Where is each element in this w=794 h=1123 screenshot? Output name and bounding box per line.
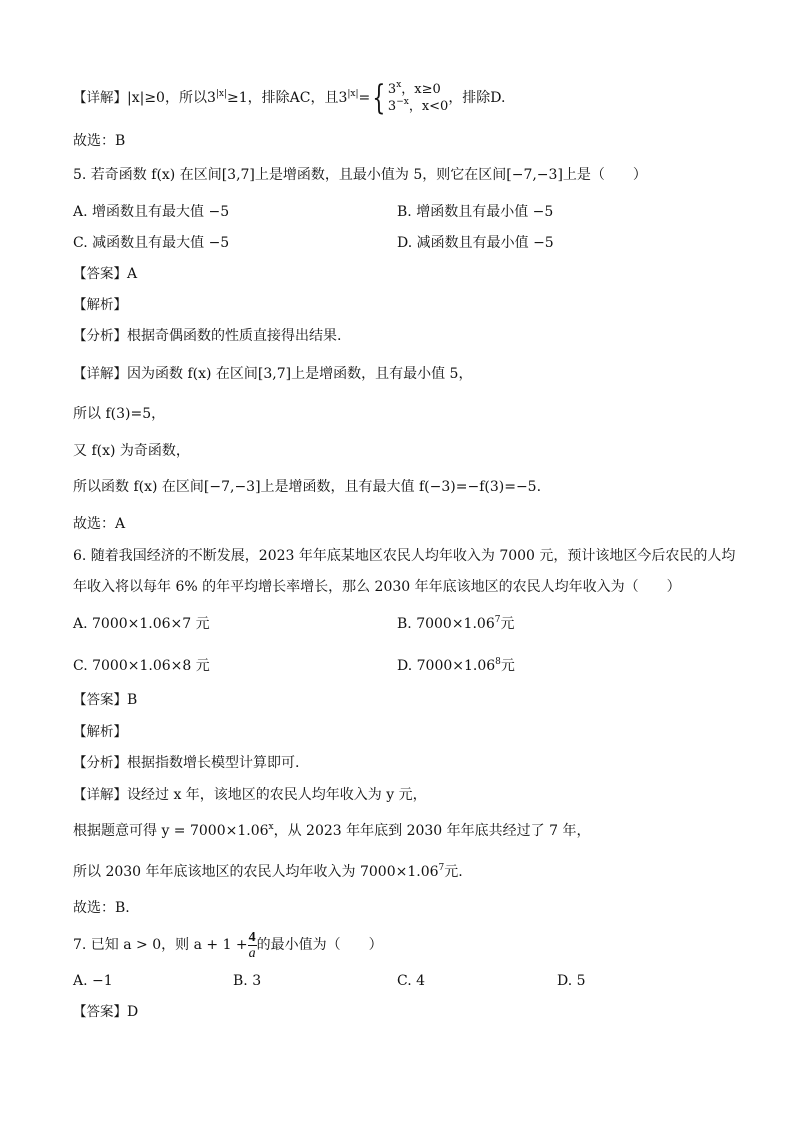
step1-sup: x — [268, 822, 274, 832]
q6-stem-line2: 年收入将以每年 6% 的年平均增长率增长，那么 2030 年年底该地区的农民人均年收入为（ ） — [73, 579, 681, 595]
optd-unit: 元 — [500, 658, 515, 674]
q7-option-d: D. 5 — [557, 973, 586, 989]
q5-step1: 所以 f(3)=5， — [73, 406, 166, 422]
q7-stem — [73, 928, 383, 962]
q7-option-a: A. −1 — [73, 973, 113, 989]
q6-option-a: A. 7000×1.06×7 元 — [73, 616, 210, 632]
q5-option-b: B. 增函数且有最小值 −5 — [397, 204, 554, 220]
optd-text: D. 7000×1.06 — [397, 658, 496, 674]
q5-step3: 所以函数 f(x) 在区间[−7,−3]上是增函数，且有最大值 f(−3)=−f(3)=−5. — [73, 479, 542, 495]
answer-tag: 【答案】 — [73, 692, 127, 708]
q4-sup-b: |x| — [347, 89, 359, 99]
q4-sup-a: |x| — [215, 89, 228, 99]
q7-stem-text: 7. 已知 a > 0，则 a + 1 + — [73, 937, 248, 953]
q4-text-b: ≥1，排除AC，且3 — [227, 90, 348, 106]
q6-analysis-tag: 【解析】 — [73, 724, 127, 740]
q6-stem-line1: 6. 随着我国经济的不断发展，2023 年年底某地区农民人均年收入为 7000 元，预计该地区今后农民的人均 — [73, 548, 736, 564]
answer-tag: 【答案】 — [73, 266, 127, 282]
q7-option-c: C. 4 — [397, 973, 426, 989]
case1-base: 3 — [387, 82, 397, 97]
frac-denominator: a — [248, 945, 256, 961]
q6-step1 — [73, 821, 590, 841]
case2-base: 3 — [387, 99, 397, 114]
q4-detail-line — [73, 78, 506, 118]
q6-option-b — [397, 614, 514, 634]
piecewise-brace: { — [372, 78, 386, 118]
q6-fenxi — [73, 753, 299, 773]
frac-numerator: 4 — [248, 929, 256, 945]
detail-tag: 【详解】 — [73, 366, 127, 382]
q5-analysis-tag: 【解析】 — [73, 297, 127, 313]
case1-cond: ，x≥0 — [401, 82, 441, 97]
optb-text: B. 7000×1.06 — [397, 616, 495, 632]
answer-value: A — [127, 266, 138, 282]
detail-text: 因为函数 f(x) 在区间[3,7]上是增函数，且有最小值 5， — [127, 366, 473, 382]
fenxi-text: 根据奇偶函数的性质直接得出结果. — [127, 328, 342, 344]
q6-option-d — [397, 656, 515, 676]
q7-answer — [73, 1002, 138, 1022]
step2-sup: 7 — [438, 863, 445, 873]
q7-stem-tail: 的最小值为（ ） — [256, 937, 383, 953]
q4-text-d: ，排除D. — [448, 90, 506, 106]
q5-fenxi — [73, 326, 341, 346]
q5-option-c: C. 减函数且有最大值 −5 — [73, 235, 230, 251]
q7-option-b: B. 3 — [233, 973, 262, 989]
fenxi-text: 根据指数增长模型计算即可. — [127, 755, 300, 771]
detail-text: 设经过 x 年，该地区的农民人均年收入为 y 元， — [127, 787, 427, 803]
fenxi-tag: 【分析】 — [73, 755, 127, 771]
q5-option-d: D. 减函数且有最小值 −5 — [397, 235, 554, 251]
q6-final: 故选：B. — [73, 900, 130, 916]
q5-option-a: A. 增函数且有最大值 −5 — [73, 204, 230, 220]
step1-text: 根据题意可得 y = 7000×1.06 — [73, 823, 269, 839]
step1-tail: ，从 2023 年年底到 2030 年年底共经过了 7 年， — [273, 823, 591, 839]
case1-sup: x — [396, 80, 402, 90]
optb-unit: 元 — [500, 616, 515, 632]
q5-stem: 5. 若奇函数 f(x) 在区间[3,7]上是增函数，且最小值为 5，则它在区间[−7,−3]上是（ ） — [73, 167, 647, 183]
q5-answer — [73, 264, 137, 284]
answer-value: B — [127, 692, 138, 708]
q5-detail — [73, 364, 472, 384]
step2-text: 所以 2030 年年底该地区的农民人均年收入为 7000×1.06 — [73, 864, 439, 880]
q6-detail — [73, 785, 427, 805]
piecewise-cases — [388, 81, 448, 115]
q4-eq: = — [358, 90, 371, 106]
optd-sup: 8 — [495, 657, 501, 667]
answer-value: D — [127, 1004, 139, 1020]
q7-fraction — [248, 930, 257, 961]
detail-tag: 【详解】 — [73, 787, 127, 803]
q6-option-c: C. 7000×1.06×8 元 — [73, 658, 210, 674]
detail-tag: 【详解】 — [73, 90, 127, 106]
case2-cond: ，x<0 — [408, 99, 449, 114]
q4-final: 故选：B — [73, 133, 126, 149]
q5-step2: 又 f(x) 为奇函数， — [73, 443, 190, 459]
q5-final: 故选：A — [73, 516, 126, 532]
q4-text-a: |x|≥0，所以3 — [127, 90, 216, 106]
case2-sup: −x — [396, 97, 409, 107]
optb-sup: 7 — [494, 615, 501, 625]
answer-tag: 【答案】 — [73, 1004, 127, 1020]
fenxi-tag: 【分析】 — [73, 328, 127, 344]
q6-step2 — [73, 862, 463, 882]
q6-answer — [73, 690, 137, 710]
step2-tail: 元. — [444, 864, 463, 880]
